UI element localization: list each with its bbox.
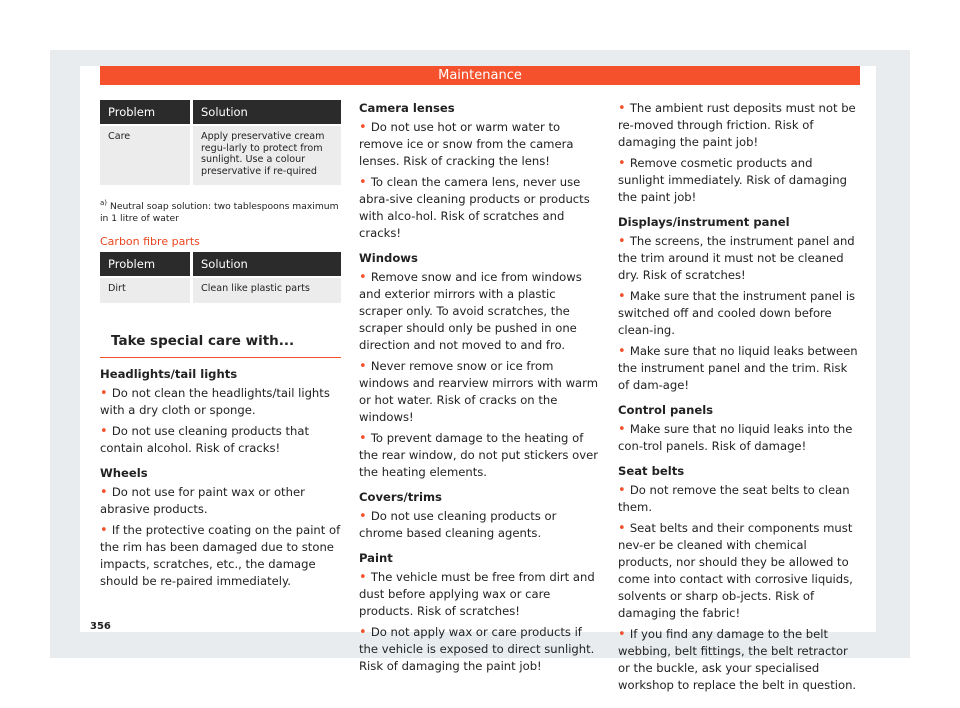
bullet-icon: •: [100, 423, 112, 439]
bullet-text: Seat belts and their components must nev-er be cleaned with chemical products, nor should they be allowed to come into contact with corrosive liquids, solvents or sharp ob-jects. Risk of damaging the fabric!: [618, 521, 853, 620]
bullet-item: [359, 269, 600, 354]
carbon-table: [100, 252, 341, 303]
bullet-icon: •: [359, 270, 371, 285]
subsection-heading: Paint: [359, 551, 393, 565]
bullet-text: To clean the camera lens, never use abra-sive cleaning products or products with alco-hol. Risk of scratches and cracks!: [359, 175, 590, 240]
care-table: [100, 100, 341, 185]
section-title: Take special care with...: [100, 333, 341, 358]
bullet-text: The screens, the instrument panel and the trim around it must not be cleaned dry. Risk of scratches!: [618, 234, 855, 282]
bullet-text: The ambient rust deposits must not be re-moved through friction. Risk of damaging the paint job!: [618, 101, 856, 149]
bullet-item: [359, 569, 600, 620]
bullet-item: [359, 624, 600, 675]
table-cell-problem: Dirt: [100, 277, 192, 303]
bullet-item: [618, 421, 859, 455]
bullet-icon: •: [618, 156, 630, 171]
bullet-icon: •: [618, 101, 630, 116]
bullet-icon: •: [359, 359, 371, 374]
bullet-item: [618, 343, 859, 394]
footnote-text: Neutral soap solution: two tablespoons maximum in 1 litre of water: [100, 201, 339, 225]
table-header-problem: Problem: [100, 252, 192, 277]
subsection-heading: Camera lenses: [359, 101, 455, 115]
subsection-heading: Control panels: [618, 403, 714, 417]
footnote-mark: a): [100, 199, 108, 207]
bullet-item: [359, 119, 600, 170]
bullet-text: Remove snow and ice from windows and exterior mirrors with a plastic scraper only. To avoid scratches, the scraper should only be pushed in one direction and not moved to and fro.: [359, 270, 582, 352]
carbon-heading: Carbon fibre parts: [100, 235, 200, 249]
bullet-icon: •: [100, 385, 112, 401]
bullet-text: Make sure that no liquid leaks into the con-trol panels. Risk of damage!: [618, 422, 853, 453]
bullet-text: Make sure that the instrument panel is switched off and cooled down before clean-ing.: [618, 289, 856, 337]
bullet-icon: •: [359, 175, 371, 190]
bullet-text: Do not remove the seat belts to clean them.: [618, 483, 850, 514]
bullet-item: [618, 482, 859, 516]
bullet-icon: •: [618, 344, 630, 359]
subsection-heading: Windows: [359, 251, 418, 265]
page-number: 356: [90, 621, 111, 632]
bullet-item: [100, 484, 341, 518]
column-2-flow: [359, 100, 600, 675]
bullet-text: Do not clean the headlights/tail lights with a dry cloth or sponge.: [100, 385, 330, 417]
table-row: [100, 125, 341, 185]
footnote: [100, 197, 341, 225]
bullet-icon: •: [359, 509, 371, 524]
bullet-icon: •: [359, 625, 371, 640]
column-2: [359, 100, 600, 679]
bullet-icon: •: [618, 234, 630, 249]
subsection-heading: Displays/instrument panel: [618, 215, 790, 229]
bullet-item: [359, 508, 600, 542]
column-1: [100, 100, 341, 594]
bullet-item: [618, 155, 859, 206]
bullet-text: Do not use hot or warm water to remove ice or snow from the camera lenses. Risk of cracking the lens!: [359, 120, 574, 168]
bullet-icon: •: [100, 484, 112, 500]
bullet-text: To prevent damage to the heating of the rear window, do not put stickers over the heating elements.: [359, 431, 598, 479]
table-header-problem: Problem: [100, 100, 192, 125]
bullet-text: If you find any damage to the belt webbing, belt fittings, the belt retractor or the buckle, ask your specialised workshop to replace the belt in question.: [618, 627, 857, 692]
bullet-item: [100, 522, 341, 590]
bullet-icon: •: [618, 627, 630, 642]
bullet-text: Remove cosmetic products and sunlight immediately. Risk of damaging the paint job!: [618, 156, 847, 204]
bullet-item: [618, 626, 859, 694]
bullet-item: [359, 430, 600, 481]
bullet-text: Do not use for paint wax or other abrasive products.: [100, 484, 305, 516]
bullet-text: Never remove snow or ice from windows and rearview mirrors with warm or hot water. Risk of cracks on the windows!: [359, 359, 599, 424]
column-3-flow: [618, 100, 859, 694]
bullet-icon: •: [618, 422, 630, 437]
bullet-item: [100, 385, 341, 419]
table-cell-problem: Care: [100, 125, 192, 185]
bullet-item: [359, 358, 600, 426]
bullet-icon: •: [618, 289, 630, 304]
bullet-icon: •: [100, 522, 112, 538]
bullet-icon: •: [618, 483, 630, 498]
bullet-item: [618, 100, 859, 151]
subsection-heading: Headlights/tail lights: [100, 366, 238, 381]
bullet-icon: •: [618, 521, 630, 536]
bullet-item: [359, 174, 600, 242]
table-row: [100, 277, 341, 303]
subsection-heading: Seat belts: [618, 464, 685, 478]
bullet-item: [618, 288, 859, 339]
bullet-icon: •: [359, 120, 371, 135]
bullet-text: Make sure that no liquid leaks between the instrument panel and the trim. Risk of dam-age!: [618, 344, 858, 392]
bullet-item: [100, 423, 341, 457]
bullet-icon: •: [359, 431, 371, 446]
bullet-item: [618, 520, 859, 622]
table-header-solution: Solution: [192, 100, 342, 125]
column-1-flow: [100, 366, 341, 590]
bullet-item: [618, 233, 859, 284]
table-cell-solution: Clean like plastic parts: [192, 277, 342, 303]
bullet-text: The vehicle must be free from dirt and dust before applying wax or care products. Risk of scratches!: [359, 570, 595, 618]
bullet-text: If the protective coating on the paint of the rim has been damaged due to stone impacts, scratches, etc., the damage should be re-paired immediately.: [100, 522, 341, 588]
table-header-solution: Solution: [192, 252, 342, 277]
table-cell-solution: Apply preservative cream regu-larly to protect from sunlight. Use a colour preservative if re-quired: [192, 125, 342, 185]
bullet-text: Do not apply wax or care products if the vehicle is exposed to direct sunlight. Risk of damaging the paint job!: [359, 625, 595, 673]
subsection-heading: Wheels: [100, 465, 148, 480]
bullet-icon: •: [359, 570, 371, 585]
bullet-text: Do not use cleaning products that contain alcohol. Risk of cracks!: [100, 423, 310, 455]
section-header: Maintenance: [100, 66, 860, 85]
column-3: [618, 100, 859, 698]
subsection-heading: Covers/trims: [359, 490, 442, 504]
bullet-text: Do not use cleaning products or chrome based cleaning agents.: [359, 509, 557, 540]
